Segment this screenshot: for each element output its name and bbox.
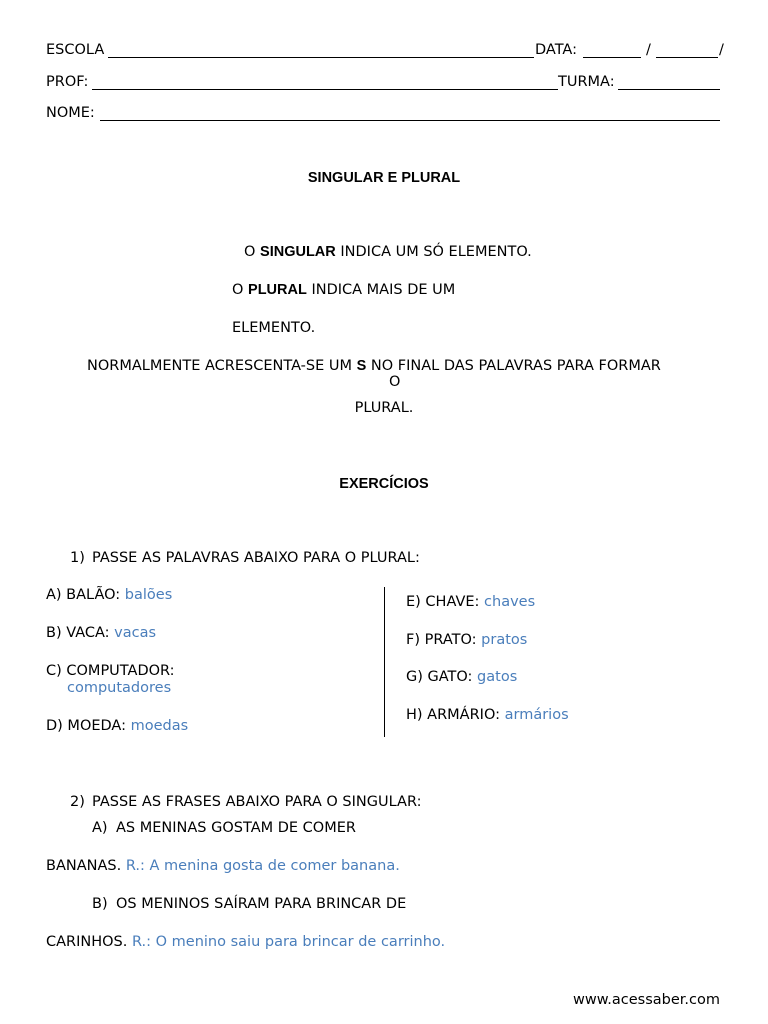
- rule-letter: S: [356, 358, 367, 374]
- sentence-a-line: [46, 858, 400, 874]
- item-answer: moedas: [130, 718, 189, 734]
- item-answer: gatos: [477, 669, 518, 685]
- singular-word: SINGULAR: [260, 244, 336, 260]
- exercises-title: EXERCÍCIOS: [339, 476, 429, 492]
- item-answer: computadores: [67, 680, 172, 696]
- sentence-b-cont: CARINHOS.: [46, 934, 128, 950]
- rule-pre: NORMALMENTE ACRESCENTA-SE UM: [87, 358, 357, 374]
- singular-post: INDICA UM SÓ ELEMENTO.: [335, 244, 532, 260]
- exercise-item-e: [406, 594, 535, 610]
- item-answer: balões: [124, 587, 173, 603]
- date-label: DATA:: [535, 42, 577, 58]
- item-answer: armários: [504, 707, 569, 723]
- exercise-item-c: [46, 663, 175, 679]
- name-field-line: [100, 120, 720, 121]
- plural-post: INDICA MAIS DE UM: [306, 282, 456, 298]
- plural-rule-cont: O: [389, 374, 401, 390]
- sentence-b-letter: B): [92, 896, 108, 912]
- plural-pre: O: [232, 282, 249, 298]
- item-answer: vacas: [114, 625, 157, 641]
- sentence-a-text: AS MENINAS GOSTAM DE COMER: [116, 820, 356, 836]
- exercise-1-prompt: PASSE AS PALAVRAS ABAIXO PARA O PLURAL:: [92, 550, 420, 566]
- exercise-item-a: [46, 587, 172, 603]
- item-label: D) MOEDA:: [46, 718, 126, 734]
- exercise-1-number: 1): [70, 550, 85, 566]
- sentence-b-text: OS MENINOS SAÍRAM PARA BRINCAR DE: [116, 896, 407, 912]
- teacher-label: PROF:: [46, 74, 89, 90]
- exercise-item-b: [46, 625, 156, 641]
- exercise-item-h: [406, 707, 569, 723]
- exercise-2-number: 2): [70, 794, 85, 810]
- exercise-item-g: [406, 669, 517, 685]
- sentence-b-answer: R.: O menino saiu para brincar de carrinho.: [131, 934, 446, 950]
- school-field-line: [108, 57, 534, 58]
- teacher-field-line: [92, 89, 558, 90]
- sentence-a-letter: A): [92, 820, 108, 836]
- item-answer: chaves: [484, 594, 536, 610]
- singular-definition: [244, 244, 532, 260]
- plural-rule-end: PLURAL.: [354, 400, 414, 416]
- column-divider: [384, 587, 385, 737]
- sentence-b-line: [46, 934, 445, 950]
- sentence-a-answer: R.: A menina gosta de comer banana.: [125, 858, 400, 874]
- plural-definition-cont: ELEMENTO.: [232, 320, 316, 336]
- date-day-line: [583, 57, 641, 58]
- plural-rule: [87, 358, 661, 374]
- class-label: TURMA:: [558, 74, 615, 90]
- exercise-2-prompt: PASSE AS FRASES ABAIXO PARA O SINGULAR:: [92, 794, 422, 810]
- item-label: G) GATO:: [406, 669, 473, 685]
- exercise-item-f: [406, 632, 527, 648]
- class-field-line: [618, 89, 720, 90]
- page-title: SINGULAR E PLURAL: [307, 170, 461, 186]
- date-separator: /: [719, 42, 724, 58]
- school-label: ESCOLA: [46, 42, 105, 58]
- item-label: A) BALÃO:: [46, 587, 121, 603]
- date-month-line: [656, 57, 718, 58]
- rule-post: NO FINAL DAS PALAVRAS PARA FORMAR: [366, 358, 661, 374]
- footer-link[interactable]: www.acessaber.com: [573, 992, 720, 1008]
- name-label: NOME:: [46, 105, 95, 121]
- item-label: F) PRATO:: [406, 632, 477, 648]
- singular-pre: O: [244, 244, 261, 260]
- date-separator: /: [646, 42, 651, 58]
- plural-word: PLURAL: [248, 282, 307, 298]
- sentence-a-cont: BANANAS.: [46, 858, 122, 874]
- item-label: H) ARMÁRIO:: [406, 707, 500, 723]
- item-label: E) CHAVE:: [406, 594, 480, 610]
- item-label: B) VACA:: [46, 625, 110, 641]
- exercise-item-d: [46, 718, 188, 734]
- plural-definition: [232, 282, 455, 298]
- item-label: C) COMPUTADOR:: [46, 663, 175, 679]
- item-answer: pratos: [481, 632, 528, 648]
